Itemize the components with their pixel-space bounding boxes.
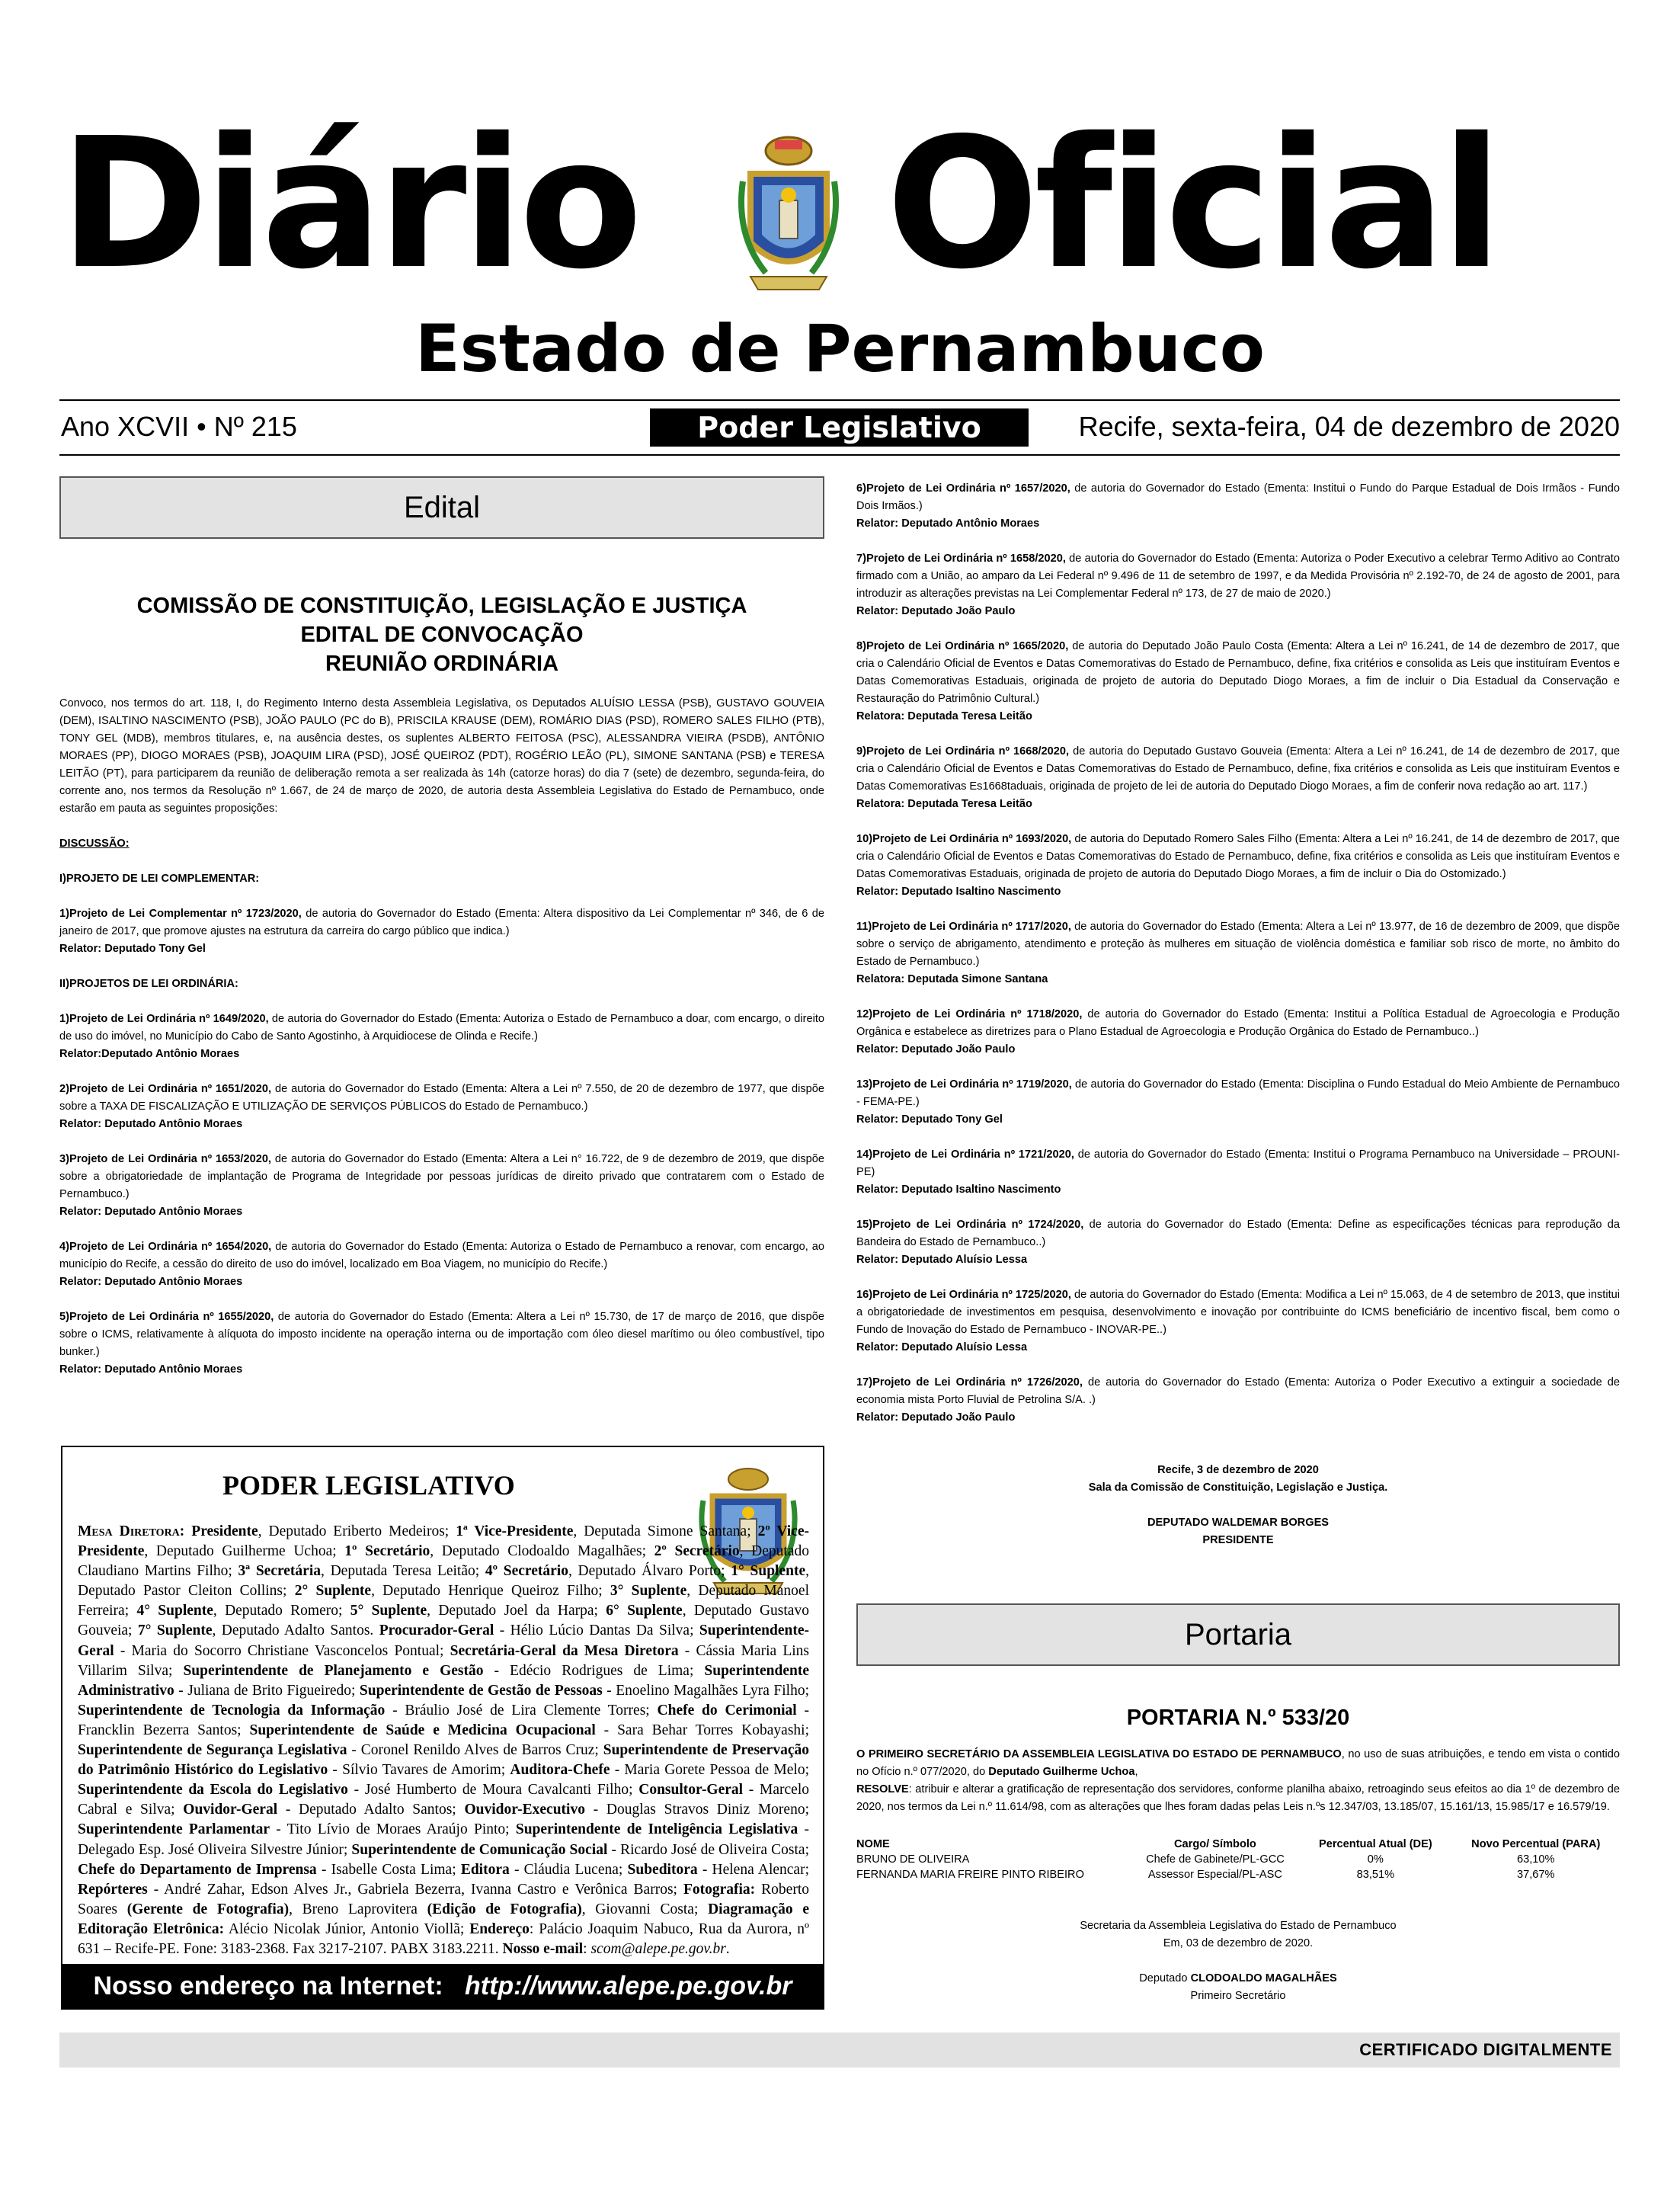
edital-item: 1)Projeto de Lei Complementar nº 1723/2020, de autoria do Governador do Estado (Ementa: Altera dispositivo da Lei Complementar nº 346, de 6 de janeiro de 2017, que promove ajustes na estrutura da carreira do cargo público que indica.)	[59, 908, 824, 937]
masthead-rule-bottom	[59, 454, 1620, 456]
edital-intro: Convoco, nos termos do art. 118, I, do Regimento Interno desta Assembleia Legislativa, os Deputados ALUÍSIO LESSA (PSB), GUSTAVO GOUVEIA (DEM), ISALTINO NASCIMENTO (PSB), JOÃO PAULO (PC do B), PRISCILA KRAUSE (DEM), ROMÁRIO DIAS (PSD), ROMERO SALES FILHO (PTB), TONY GEL (MDB), membros titulares, e, na ausência destes, os suplentes ALBERTO FEITOSA (PSC), ALESSANDRA VIEIRA (PSDB), ANTÔNIO MORAES (PP), DIOGO MORAES (PSB), JOAQUIM LIRA (PSD), JOSÉ QUEIROZ (PDT), ROGÉRIO LEÃO (PL), SIMONE SANTANA (PSB) e TERESA LEITÃO (PT), para participarem da reunião de deliberação remota a ser realizada às 14h (catorze horas) do dia 7 (sete) de dezembro, segunda-feira, do corrente ano, nos termos da Resolução nº 1.667, de 24 de março de 2020, de autoria desta Assembleia Legislativa do Estado de Pernambuco, onde estarão em pauta as seguintes proposições:	[59, 697, 824, 815]
edital-item-relator: Relator: Deputado Antônio Moraes	[59, 1118, 243, 1130]
edition-date: Recife, sexta-feira, 04 de dezembro de 2020	[1078, 411, 1620, 442]
table-cell: 63,10%	[1517, 1853, 1555, 1866]
table-cell: Chefe de Gabinete/PL-GCC	[1146, 1853, 1285, 1866]
edition-number: Ano XCVII • Nº 215	[61, 411, 297, 442]
portaria-resolve: RESOLVE: atribuir e alterar a gratificação de representação dos servidores, conforme planilha abaixo, retroagindo seus efeitos ao dia 1º de dezembro de 2020, nos termos da Lei n.º 11.614/98, com as alterações que lhes foram dadas pelas Leis n.ºs 12.347/03, 13.185/07, 15.161/13, 15.985/17 e 16.579/19.	[856, 1783, 1620, 1813]
internet-address-label: Nosso endereço na Internet:	[93, 1972, 443, 2000]
table-cell: Assessor Especial/PL-ASC	[1147, 1869, 1282, 1881]
edital-item-relator: Relator: Deputado Tony Gel	[856, 1113, 1003, 1126]
table-row	[856, 1867, 1620, 1882]
table-header: NOME	[856, 1838, 890, 1850]
coat-of-arms-emblem	[735, 128, 842, 300]
edital-item-relator: Relator: Deputado Aluísio Lessa	[856, 1341, 1028, 1353]
edital-item: 15)Projeto de Lei Ordinária nº 1724/2020, de autoria do Governador do Estado (Ementa: Define as especificações técnicas para reprodução da Bandeira do Estado de Pernambuco..)	[856, 1219, 1620, 1248]
group-2-label: II)PROJETOS DE LEI ORDINÁRIA:	[59, 978, 238, 990]
portaria-title: PORTARIA N.º 533/20	[1126, 1706, 1350, 1730]
portaria-signer: Deputado CLODOALDO MAGALHÃES	[1139, 1972, 1337, 1984]
poder-legislativo-text	[78, 1522, 809, 1959]
edital-item: 13)Projeto de Lei Ordinária nº 1719/2020, de autoria do Governador do Estado (Ementa: Disciplina o Fundo Estadual do Meio Ambiente de Pernambuco - FEMA-PE.)	[856, 1078, 1620, 1108]
edital-item-relator: Relator: Deputado João Paulo	[856, 1043, 1016, 1055]
digital-certificate-bar: CERTIFICADO DIGITALMENTE	[59, 2032, 1620, 2068]
closing-signer: DEPUTADO WALDEMAR BORGES	[1147, 1517, 1330, 1529]
edital-item: 2)Projeto de Lei Ordinária nº 1651/2020, de autoria do Governador do Estado (Ementa: Altera a Lei nº 7.550, de 20 de dezembro de 1977, que dispõe sobre a TAXA DE FISCALIZAÇÃO E UTILIZAÇÃO DE SERVIÇOS PÚBLICOS do Estado de Pernambuco.)	[59, 1083, 824, 1113]
edital-right-column	[856, 480, 1620, 1549]
edital-item: 12)Projeto de Lei Ordinária nº 1718/2020, de autoria do Governador do Estado (Ementa: Institui a Política Estadual de Agroecologia e Produção Orgânica e estabelece as diretrizes para o Plano Estadual de Agroecologia e Produção Orgânica do Estado de Pernambuco..)	[856, 1008, 1621, 1038]
table-cell: 37,67%	[1517, 1869, 1555, 1881]
closing-place-date: Recife, 3 de dezembro de 2020	[1157, 1464, 1319, 1476]
edital-item-relator: Relator:Deputado Antônio Moraes	[59, 1048, 240, 1060]
portaria-footer-line1: Secretaria da Assembleia Legislativa do Estado de Pernambuco	[1080, 1920, 1397, 1932]
table-header-row	[856, 1837, 1620, 1852]
edital-title-2: EDITAL DE CONVOCAÇÃO	[300, 623, 584, 647]
edital-item-relator: Relator: Deputado Aluísio Lessa	[856, 1254, 1028, 1266]
edital-item-relator: Relatora: Deputada Teresa Leitão	[856, 798, 1032, 810]
table-cell: FERNANDA MARIA FREIRE PINTO RIBEIRO	[856, 1869, 1084, 1881]
table-header: Percentual Atual (DE)	[1319, 1838, 1432, 1850]
edital-item-relator: Relator: Deputado Isaltino Nascimento	[856, 886, 1061, 898]
table-row	[856, 1852, 1620, 1867]
edital-item: 4)Projeto de Lei Ordinária nº 1654/2020, de autoria do Governador do Estado (Ementa: Autoriza o Estado de Pernambuco a renovar, com encargo, ao município do Recife, a cessão do direito de uso do imóvel, localizado em Boa Viagem, no município do Recife.)	[59, 1241, 824, 1270]
edital-title-1: COMISSÃO DE CONSTITUIÇÃO, LEGISLAÇÃO E JUSTIÇA	[136, 594, 747, 618]
table-cell: 0%	[1367, 1853, 1384, 1866]
mesa-diretora-label: Mesa Diretora:	[78, 1523, 185, 1539]
masthead-title-diario: Diário	[59, 99, 638, 309]
edital-item-relator: Relator: Deputado Antônio Moraes	[856, 517, 1040, 530]
edital-item: 1)Projeto de Lei Ordinária nº 1649/2020, de autoria do Governador do Estado (Ementa: Autoriza o Estado de Pernambuco a doar, com encargo, o direito de uso do imóvel, no Município do Cabo de Santo Agostinho, à Arquidiocese de Olinda e Recife.)	[59, 1013, 824, 1043]
poder-legislativo-label: Poder Legislativo	[650, 408, 1029, 447]
edital-item-relator: Relatora: Deputada Teresa Leitão	[856, 710, 1032, 722]
edital-item: 17)Projeto de Lei Ordinária nº 1726/2020, de autoria do Governador do Estado (Ementa: Autoriza o Poder Executivo a extinguir a sociedade de economia mista Porto Fluvial de Petrolina S/A. .)	[856, 1376, 1621, 1406]
table-header: Novo Percentual (PARA)	[1471, 1838, 1601, 1850]
internet-address-link[interactable]: http://www.alepe.pe.gov.br	[465, 1972, 792, 2000]
internet-address-bar	[62, 1964, 823, 2008]
masthead-title-oficial: Oficial	[886, 99, 1499, 309]
edital-item-relator: Relator: Deputado Antônio Moraes	[59, 1363, 243, 1376]
table-cell: 83,51%	[1356, 1869, 1395, 1881]
portaria-footer-line2: Em, 03 de dezembro de 2020.	[1163, 1937, 1314, 1949]
masthead-rule-top	[59, 399, 1620, 401]
edital-item-relator: Relator: Deputado Isaltino Nascimento	[856, 1184, 1061, 1196]
edital-item: 8)Projeto de Lei Ordinária nº 1665/2020, de autoria do Deputado João Paulo Costa (Ementa: Altera a Lei nº 16.241, de 14 de dezembro de 2017, que cria o Calendário Oficial de Eventos e Datas Comemorativas do Estado de Pernambuco, define, fixa critérios e consolida as Leis que instituíram Eventos e Datas Comemorativas Estaduais, originada de projeto de autoria do Deputado Diogo Moraes, a fim de incluir o Dia Estadual da Conservação e Restauração do Patrimônio Cultural.)	[856, 640, 1620, 705]
edital-item: 11)Projeto de Lei Ordinária nº 1717/2020, de autoria do Governador do Estado (Ementa: Altera a Lei nº 13.977, de 16 de dezembro de 2009, que dispõe sobre o serviço de abrigamento, atendimento e proteção às mulheres em situação de violência doméstica e familiar sob risco de morte, no âmbito do Estado de Pernambuco.)	[856, 921, 1620, 968]
masthead-subtitle: Estado de Pernambuco	[415, 311, 1265, 387]
edital-item-relator: Relator: Deputado João Paulo	[856, 1411, 1016, 1424]
edital-left-column	[59, 591, 824, 1379]
closing-role: PRESIDENTE	[1202, 1534, 1274, 1546]
poder-legislativo-heading: PODER LEGISLATIVO	[222, 1470, 515, 1501]
edital-item: 6)Projeto de Lei Ordinária nº 1657/2020, de autoria do Governador do Estado (Ementa: Institui o Fundo do Parque Estadual de Dois Irmãos - Fundo Dois Irmãos.)	[856, 482, 1620, 512]
table-cell: BRUNO DE OLIVEIRA	[856, 1853, 970, 1866]
mesa-diretora-body: Presidente, Deputado Eriberto Medeiros; 1ª Vice-Presidente, Deputada Simone Santana; 2º Vice-Presidente, Deputado Guilherme Uchoa; 1º Secretário, Deputado Clodoaldo Magalhães; 2º Secretário, Deputado Claudiano Martins Filho; 3ª Secretária, Deputada Teresa Leitão; 4º Secretário, Deputado Álvaro Porto; 1° Suplente, Deputado Pastor Cleiton Collins; 2° Suplente, Deputado Henrique Queiroz Filho; 3° Suplente, Deputado Manoel Ferreira; 4° Suplente, Deputado Romero; 5° Suplente, Deputado Joel da Harpa; 6° Suplente, Deputado Gustavo Gouveia; 7° Suplente, Deputado Adalto Santos. Procurador-Geral - Hélio Lúcio Dantas Da Silva; Superintendente-Geral - Maria do Socorro Christiane Vasconcelos Pontual; Secretária-Geral da Mesa Diretora - Cássia Maria Lins Villarim Silva; Superintendente de Planejamento e Gestão - Edécio Rodrigues de Lima; Superintendente Administrativo - Juliana de Brito Figueiredo; Superintendente de Gestão de Pessoas - Enoelino Magalhães Lyra Filho; Superintendente de Tecnologia da Informação - Bráulio José de Lira Clemente Torres; Chefe do Cerimonial - Francklin Bezerra Santos; Superintendente de Saúde e Medicina Ocupacional - Sara Behar Torres Kobayashi; Superintendente de Segurança Legislativa - Coronel Renildo Alves de Barros Cruz; Superintendente de Preservação do Patrimônio Histórico do Legislativo - Sílvio Tavares de Amorim; Auditora-Chefe - Maria Gorete Pessoa de Melo; Superintendente da Escola do Legislativo - José Humberto de Moura Cavalcanti Filho; Consultor-Geral - Marcelo Cabral e Silva; Ouvidor-Geral - Deputado Adalto Santos; Ouvidor-Executivo - Douglas Stravos Diniz Moreno; Superintendente Parlamentar - Tito Lívio de Moraes Araújo Pinto; Superintendente de Inteligência Legislativa - Delegado Esp. José Oliveira Silvestre Júnior; Superintendente de Comunicação Social - Ricardo José de Oliveira Costa; Chefe do Departamento de Imprensa - Isabelle Costa Lima; Editora - Cláudia Lucena; Subeditora - Helena Alencar; Repórteres - André Zahar, Edson Alves Jr., Gabriela Bezerra, Ivanna Castro e Verônica Barros; Fotografia: Roberto Soares (Gerente de Fotografia), Breno Laprovitera (Edição de Fotografia), Giovanni Costa; Diagramação e Editoração Eletrônica: Alécio Nicolak Júnior, Antonio Viollã; Endereço: Palácio Joaquim Nabuco, Rua da Aurora, nº 631 – Recife-PE. Fone: 3183-2368. Fax 3217-2107. PABX 3183.2211. Nosso e-mail: scom@alepe.pe.gov.br.	[78, 1523, 810, 1957]
edital-title-3: REUNIÃO ORDINÁRIA	[325, 652, 559, 676]
edital-item-relator: Relator: Deputado Antônio Moraes	[59, 1206, 243, 1218]
edital-section-header: Edital	[59, 476, 824, 539]
edital-item: 7)Projeto de Lei Ordinária nº 1658/2020, de autoria do Governador do Estado (Ementa: Autoriza o Poder Executivo a celebrar Termo Aditivo ao Contrato firmado com a União, ao amparo da Lei Federal nº 9.496 de 11 de setembro de 1997, e da Medida Provisória nº 2.192-70, de 24 de agosto de 2001, para introduzir as alterações previstas na Lei Complementar Federal nº 173, de 27 de maio de 2020.)	[856, 553, 1620, 600]
edital-item-relator: Relator: Deputado Antônio Moraes	[59, 1276, 243, 1288]
edital-item: 14)Projeto de Lei Ordinária nº 1721/2020, de autoria do Governador do Estado (Ementa: Institui o Programa Pernambuco na Universidade – PROUNI-PE)	[856, 1148, 1621, 1178]
edital-item: 9)Projeto de Lei Ordinária nº 1668/2020, de autoria do Deputado Gustavo Gouveia (Ementa: Altera a Lei nº 16.241, de 14 de dezembro de 2017, que cria o Calendário Oficial de Eventos e Datas Comemorativas do Estado de Pernambuco, define, fixa critérios e consolida as Leis que instituíram Eventos e Datas Comemorativas Es1668taduais, originada de projeto de lei de autoria do Deputado Diogo Moraes, a fim de conferir nova redação ao art. 117.)	[856, 745, 1620, 793]
edital-item: 5)Projeto de Lei Ordinária nº 1655/2020, de autoria do Governador do Estado (Ementa: Altera a Lei nº 15.730, de 17 de março de 2016, que dispõe sobre o ICMS, relativamente à alíquota do imposto incidente na operação interna ou de importação com óleo diesel marítimo ou óleo combustível, tipo bunker.)	[59, 1311, 824, 1358]
discussao-label: DISCUSSÃO:	[59, 838, 130, 850]
portaria-table	[856, 1837, 1620, 1882]
portaria-paragraph: O PRIMEIRO SECRETÁRIO DA ASSEMBLEIA LEGISLATIVA DO ESTADO DE PERNAMBUCO, no uso de suas atribuições, e tendo em vista o contido no Ofício n.º 077/2020, do Deputado Guilherme Uchoa,	[856, 1748, 1620, 1778]
edital-item: 3)Projeto de Lei Ordinária nº 1653/2020, de autoria do Governador do Estado (Ementa: Altera a Lei n° 16.722, de 9 de dezembro de 2019, que dispõe sobre a obrigatoriedade de implantação de Programa de Integridade por pessoas jurídicas de direito privado que contratarem com o Estado de Pernambuco.)	[59, 1153, 824, 1200]
portaria-signer-role: Primeiro Secretário	[1190, 1990, 1286, 2002]
poder-legislativo-box	[61, 1446, 824, 2010]
edital-item: 16)Projeto de Lei Ordinária nº 1725/2020, de autoria do Governador do Estado (Ementa: Modifica a Lei nº 15.063, de 4 de setembro de 2013, que institui a obrigatoriedade de investimentos em pesquisa, desenvolvimento e inovação por contribuinte do ICMS beneficiário de incentivo fiscal, bem como o Fundo de Inovação do Estado de Pernambuco - INOVAR-PE..)	[856, 1289, 1620, 1336]
edital-item-relator: Relatora: Deputada Simone Santana	[856, 973, 1048, 985]
edital-item-relator: Relator: Deputado Tony Gel	[59, 943, 206, 955]
portaria-column	[856, 1703, 1620, 2005]
edital-item-relator: Relator: Deputado João Paulo	[856, 605, 1016, 617]
edital-item: 10)Projeto de Lei Ordinária nº 1693/2020, de autoria do Deputado Romero Sales Filho (Ementa: Altera a Lei nº 16.241, de 14 de dezembro de 2017, que cria o Calendário Oficial de Eventos e Datas Comemorativas do Estado de Pernambuco, define, fixa critérios e consolida as Leis que instituíram Eventos e Datas Comemorativas Estaduais, originada de projeto de autoria do Deputado Diogo Moraes, a fim de incluir o Dia do Ostomizado.)	[856, 833, 1621, 880]
closing-room: Sala da Comissão de Constituição, Legislação e Justiça.	[1088, 1481, 1388, 1494]
group-1-label: I)PROJETO DE LEI COMPLEMENTAR:	[59, 873, 260, 885]
portaria-section-header: Portaria	[856, 1603, 1620, 1666]
table-header: Cargo/ Símbolo	[1174, 1838, 1256, 1850]
